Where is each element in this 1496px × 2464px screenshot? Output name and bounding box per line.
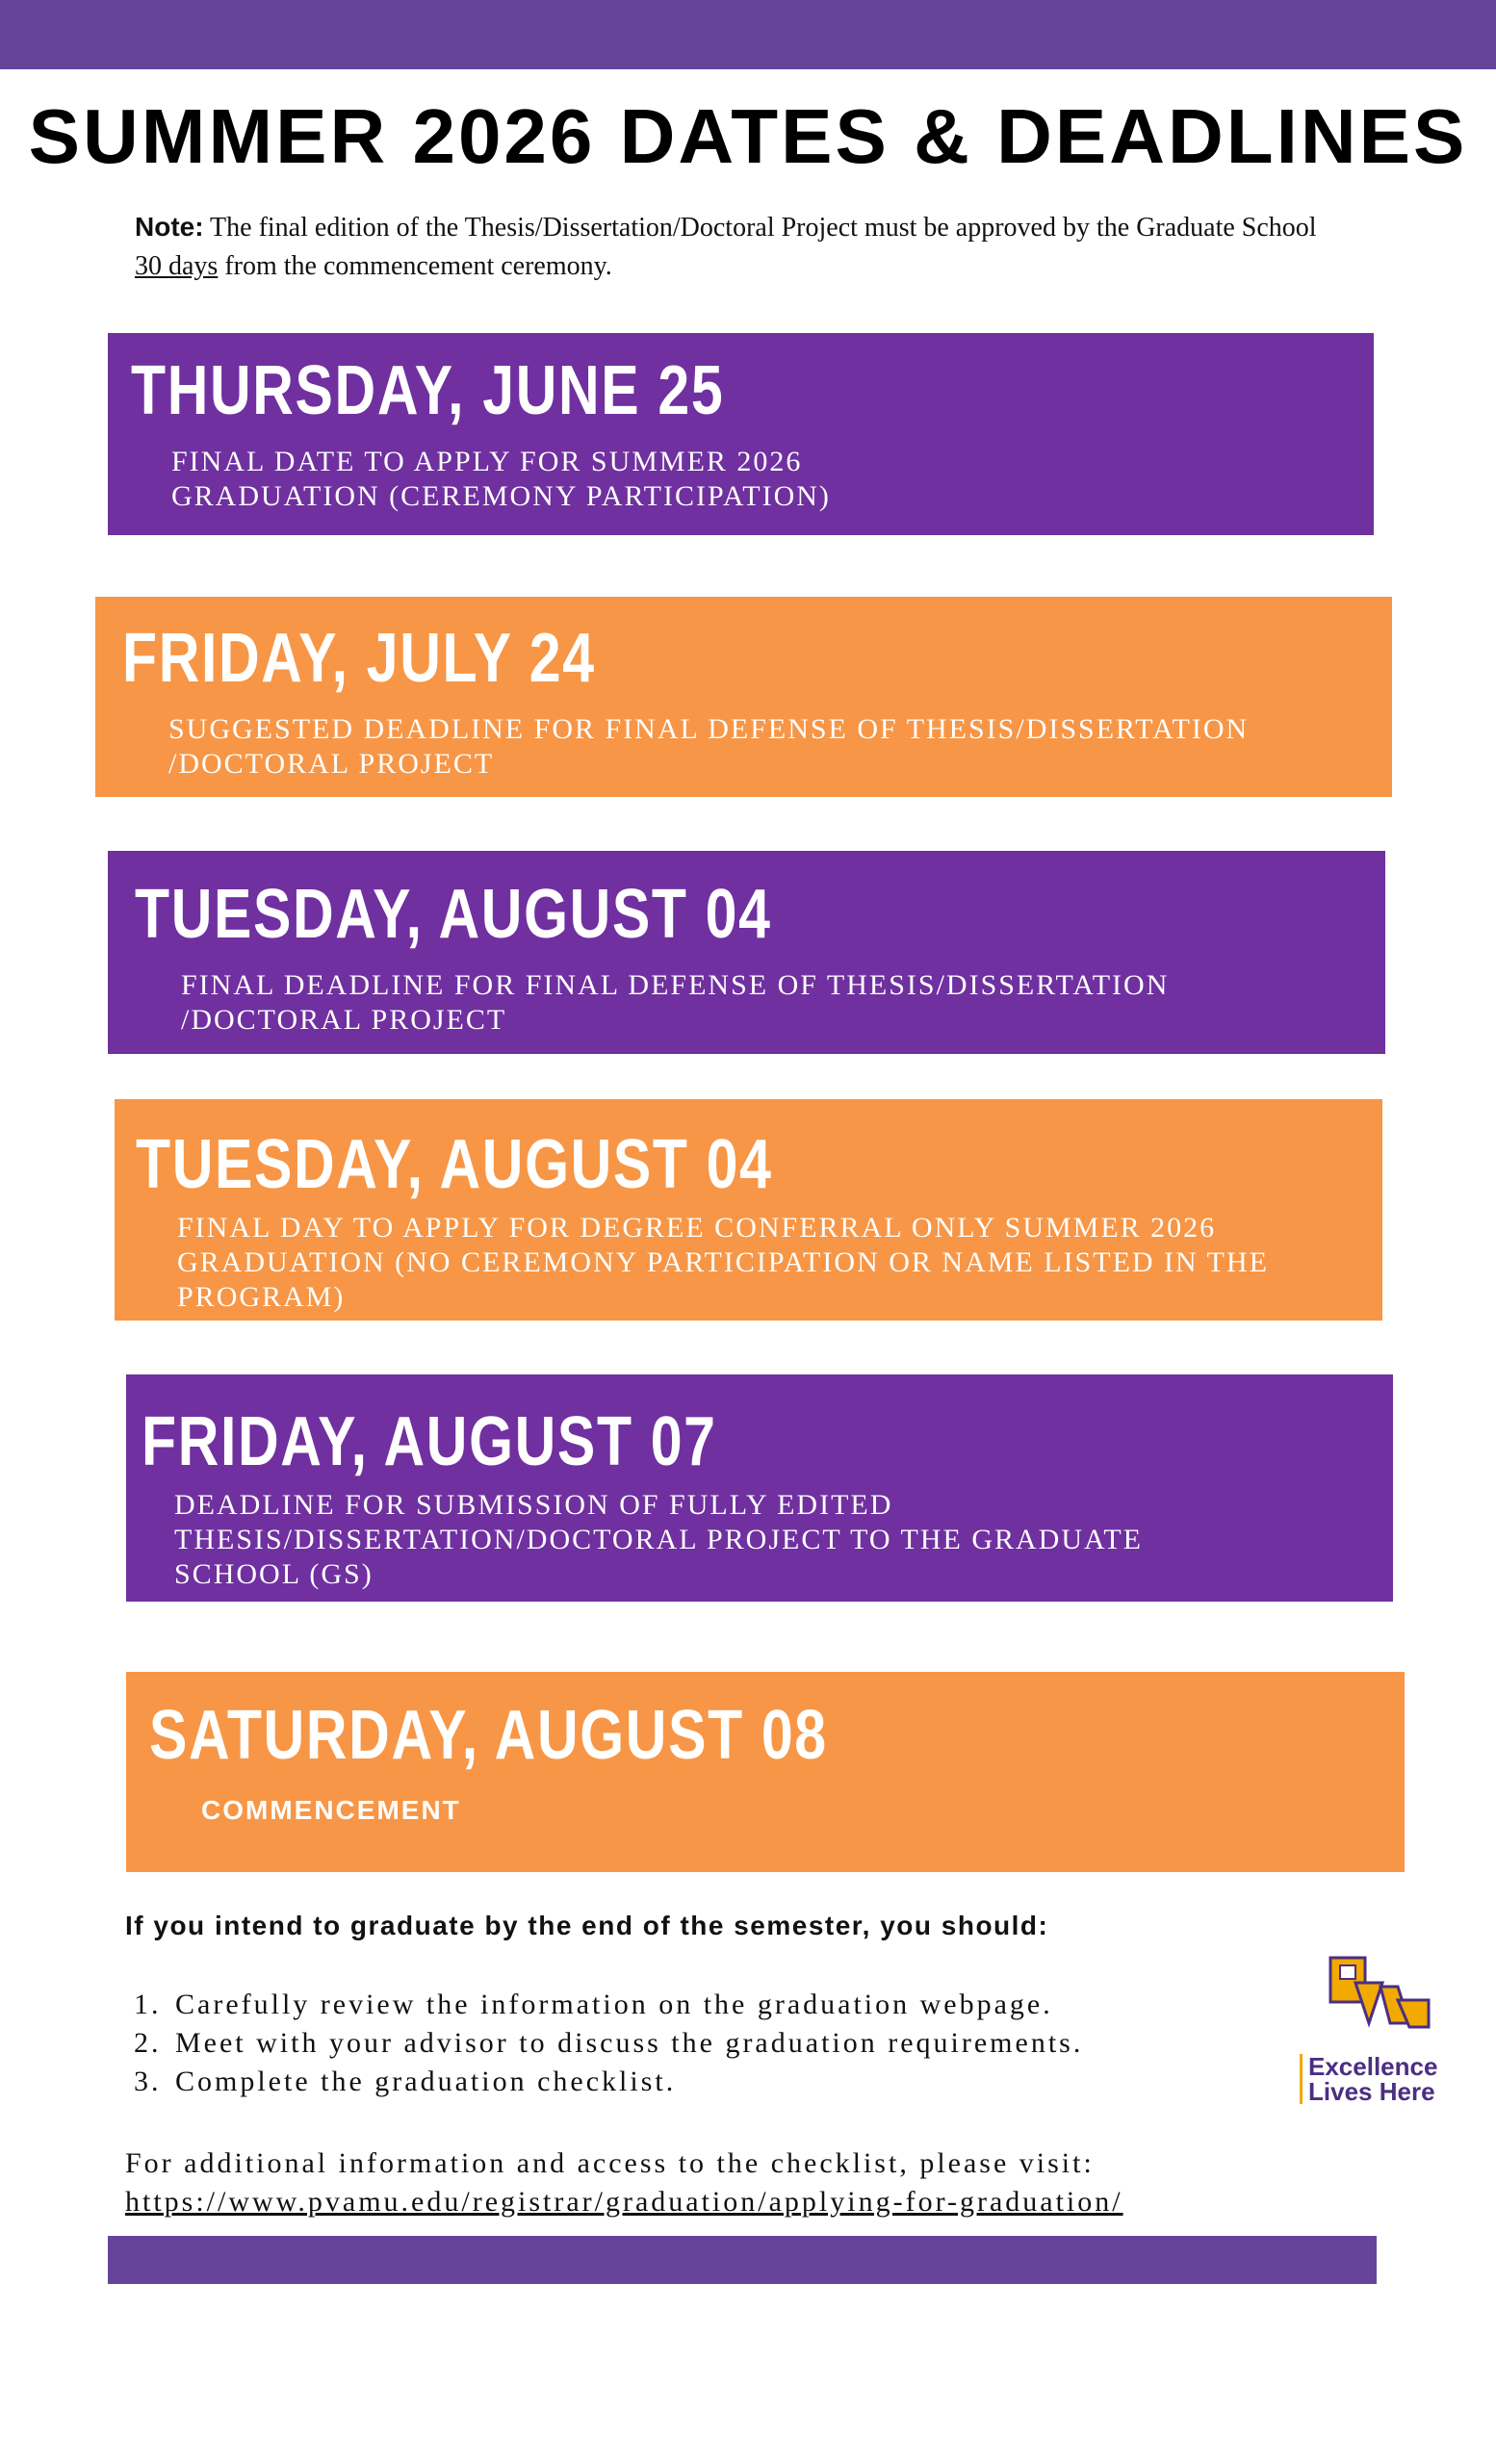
deadline-card-1 <box>108 333 1374 535</box>
deadline-description-line: PROGRAM) <box>177 1281 346 1313</box>
deadline-date: SATURDAY, AUGUST 08 <box>149 1697 828 1774</box>
deadline-description <box>171 445 831 514</box>
deadline-card-4 <box>115 1099 1382 1321</box>
deadline-description <box>201 1793 461 1828</box>
deadline-date: TUESDAY, AUGUST 04 <box>136 1126 773 1203</box>
more-info-block <box>125 2144 1123 2221</box>
graduation-heading: If you intend to graduate by the end of the semester, you should: <box>125 1911 1049 1940</box>
pvamu-logo-mark-icon <box>1327 1954 1432 2031</box>
bottom-banner-bar <box>108 2236 1377 2284</box>
list-item: 1. Carefully review the information on the graduation webpage. <box>171 1986 1327 2024</box>
deadline-description <box>174 1488 1143 1592</box>
note-label: Note: <box>135 212 204 242</box>
logo-tagline <box>1300 2054 1437 2104</box>
note-emphasis: 30 days <box>135 251 219 281</box>
deadline-date: TUESDAY, AUGUST 04 <box>135 876 772 953</box>
deadline-description-line: FINAL DEADLINE FOR FINAL DEFENSE OF THESIS/DISSERTATION <box>181 969 1170 1001</box>
deadline-card-6 <box>126 1672 1405 1872</box>
deadline-description-line: SCHOOL (GS) <box>174 1558 374 1590</box>
deadline-description-line: GRADUATION (NO CEREMONY PARTICIPATION OR NAME LISTED IN THE <box>177 1246 1269 1278</box>
deadline-card-5 <box>126 1374 1393 1602</box>
list-item: 2. Meet with your advisor to discuss the graduation requirements. <box>171 2024 1327 2063</box>
deadline-description-line: COMMENCEMENT <box>201 1795 461 1825</box>
list-item: 3. Complete the graduation checklist. <box>171 2063 1327 2101</box>
logo-tagline-line: Lives Here <box>1308 2077 1435 2106</box>
deadline-card-3 <box>108 851 1385 1054</box>
deadline-description-line: DEADLINE FOR SUBMISSION OF FULLY EDITED <box>174 1489 893 1521</box>
deadline-date: THURSDAY, JUNE 25 <box>131 352 725 429</box>
deadline-description-line: /DOCTORAL PROJECT <box>181 1004 507 1036</box>
graduation-steps-list <box>135 1986 1327 2101</box>
deadline-description-line: FINAL DAY TO APPLY FOR DEGREE CONFERRAL ONLY SUMMER 2026 <box>177 1212 1217 1244</box>
more-info-text: For additional information and access to the checklist, please visit: <box>125 2147 1095 2179</box>
top-banner-bar <box>0 0 1496 69</box>
pvamu-logo <box>1290 1954 1463 2108</box>
logo-tagline-line: Excellence <box>1308 2052 1438 2081</box>
note-text-end: from the commencement ceremony. <box>224 251 612 281</box>
page-title: SUMMER 2026 DATES & DEADLINES <box>28 93 1468 179</box>
deadline-description-line: /DOCTORAL PROJECT <box>168 748 495 780</box>
deadline-description-line: FINAL DATE TO APPLY FOR SUMMER 2026 <box>171 446 803 477</box>
deadline-card-2 <box>95 597 1392 797</box>
deadline-description <box>177 1211 1269 1315</box>
deadline-description <box>168 712 1249 782</box>
deadline-date: FRIDAY, AUGUST 07 <box>142 1403 717 1480</box>
deadline-description-line: THESIS/DISSERTATION/DOCTORAL PROJECT TO THE GRADUATE <box>174 1524 1143 1555</box>
deadline-date: FRIDAY, JULY 24 <box>122 620 596 697</box>
note-paragraph <box>135 208 1415 286</box>
deadline-description <box>181 968 1169 1038</box>
deadline-description-line: GRADUATION (CEREMONY PARTICIPATION) <box>171 480 831 512</box>
note-text: The final edition of the Thesis/Dissertation/Doctoral Project must be approved by the Graduate School <box>210 213 1317 243</box>
deadline-description-line: SUGGESTED DEADLINE FOR FINAL DEFENSE OF THESIS/DISSERTATION <box>168 713 1250 745</box>
graduation-link[interactable]: https://www.pvamu.edu/registrar/graduation/applying-for-graduation/ <box>125 2186 1123 2218</box>
